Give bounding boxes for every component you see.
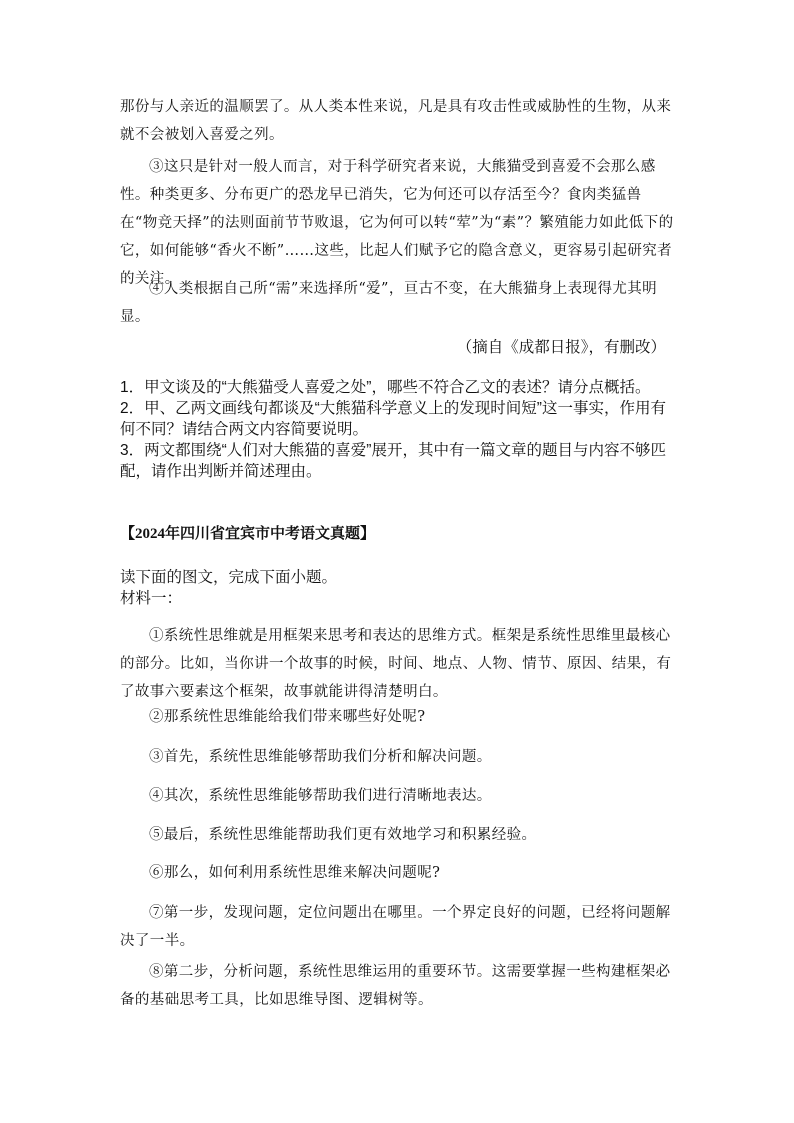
material-paragraph-4: ④其次，系统性思维能够帮助我们进行清晰地表达。 — [149, 788, 492, 804]
material-paragraph-2: ②那系统性思维能给我们带来哪些好处呢? — [149, 709, 426, 725]
material-paragraph-1: ①系统性思维就是用框架来思考和表达的思维方式。框架是系统性思维里最核心的部分。比如，当你讲一个故事的时候，时间、地点、人物、情节、原因、结果，有了故事六要素这个框架，故事就能讲得清楚明白。 — [120, 628, 672, 700]
passage-paragraph-4: ④人类根据自己所“需”来选择所“爱”，亘古不变，在大熊猫身上表现得尤其明显。 — [120, 281, 658, 325]
instructions — [120, 567, 675, 609]
question-list — [120, 377, 675, 482]
section-title: 【2024年四川省宜宾市中考语文真题】 — [120, 526, 376, 542]
material-paragraph-6: ⑥那么，如何利用系统性思维来解决问题呢? — [149, 865, 441, 881]
material-paragraph-3: ③首先，系统性思维能够帮助我们分析和解决问题。 — [149, 749, 492, 765]
material-label: 材料一： — [120, 590, 183, 607]
material-paragraph-5: ⑤最后，系统性思维能帮助我们更有效地学习和积累经验。 — [149, 827, 537, 843]
passage-paragraph-3: ③这只是针对一般人而言，对于科学研究者来说，大熊猫受到喜爱不会那么感性。种类更多、分布更广的恐龙早已消失，它为何还可以存活至今？食肉类猛兽在“物竞天择”的法则面前节节败退，它为何可以转“荤”为“素”？繁殖能力如此低下的它，如何能够“香火不断”……这些，比起人们赋予它的隐含意义，更容易引起研究者的关注。 — [120, 159, 674, 287]
source-citation: （摘自《成都日报》，有删改） — [456, 339, 666, 356]
question-2: 2．甲、乙两文画线句都谈及“大熊猫科学意义上的发现时间短”这一事实，作用有何不同？请结合两文内容简要说明。 — [120, 400, 666, 438]
material-paragraph-8: ⑧第二步，分析问题，系统性思维运用的重要环节。这需要掌握一些构建框架必备的基础思考工具，比如思维导图、逻辑树等。 — [120, 964, 671, 1008]
instruction-text: 读下面的图文，完成下面小题。 — [120, 569, 338, 586]
question-3: 3．两文都围绕“人们对大熊猫的喜爱”展开，其中有一篇文章的题目与内容不够匹配，请作出判断并简述理由。 — [120, 442, 666, 480]
passage-paragraph-2-end: 那份与人亲近的温顺罢了。从人类本性来说，凡是具有攻击性或威胁性的生物，从来就不会被划入喜爱之列。 — [120, 99, 672, 143]
question-1: 1．甲文谈及的“大熊猫受人喜爱之处”，哪些不符合乙文的表述？请分点概括。 — [120, 379, 651, 396]
material-paragraph-7: ⑦第一步，发现问题，定位问题出在哪里。一个界定良好的问题，已经将问题解决了一半。 — [120, 905, 671, 949]
